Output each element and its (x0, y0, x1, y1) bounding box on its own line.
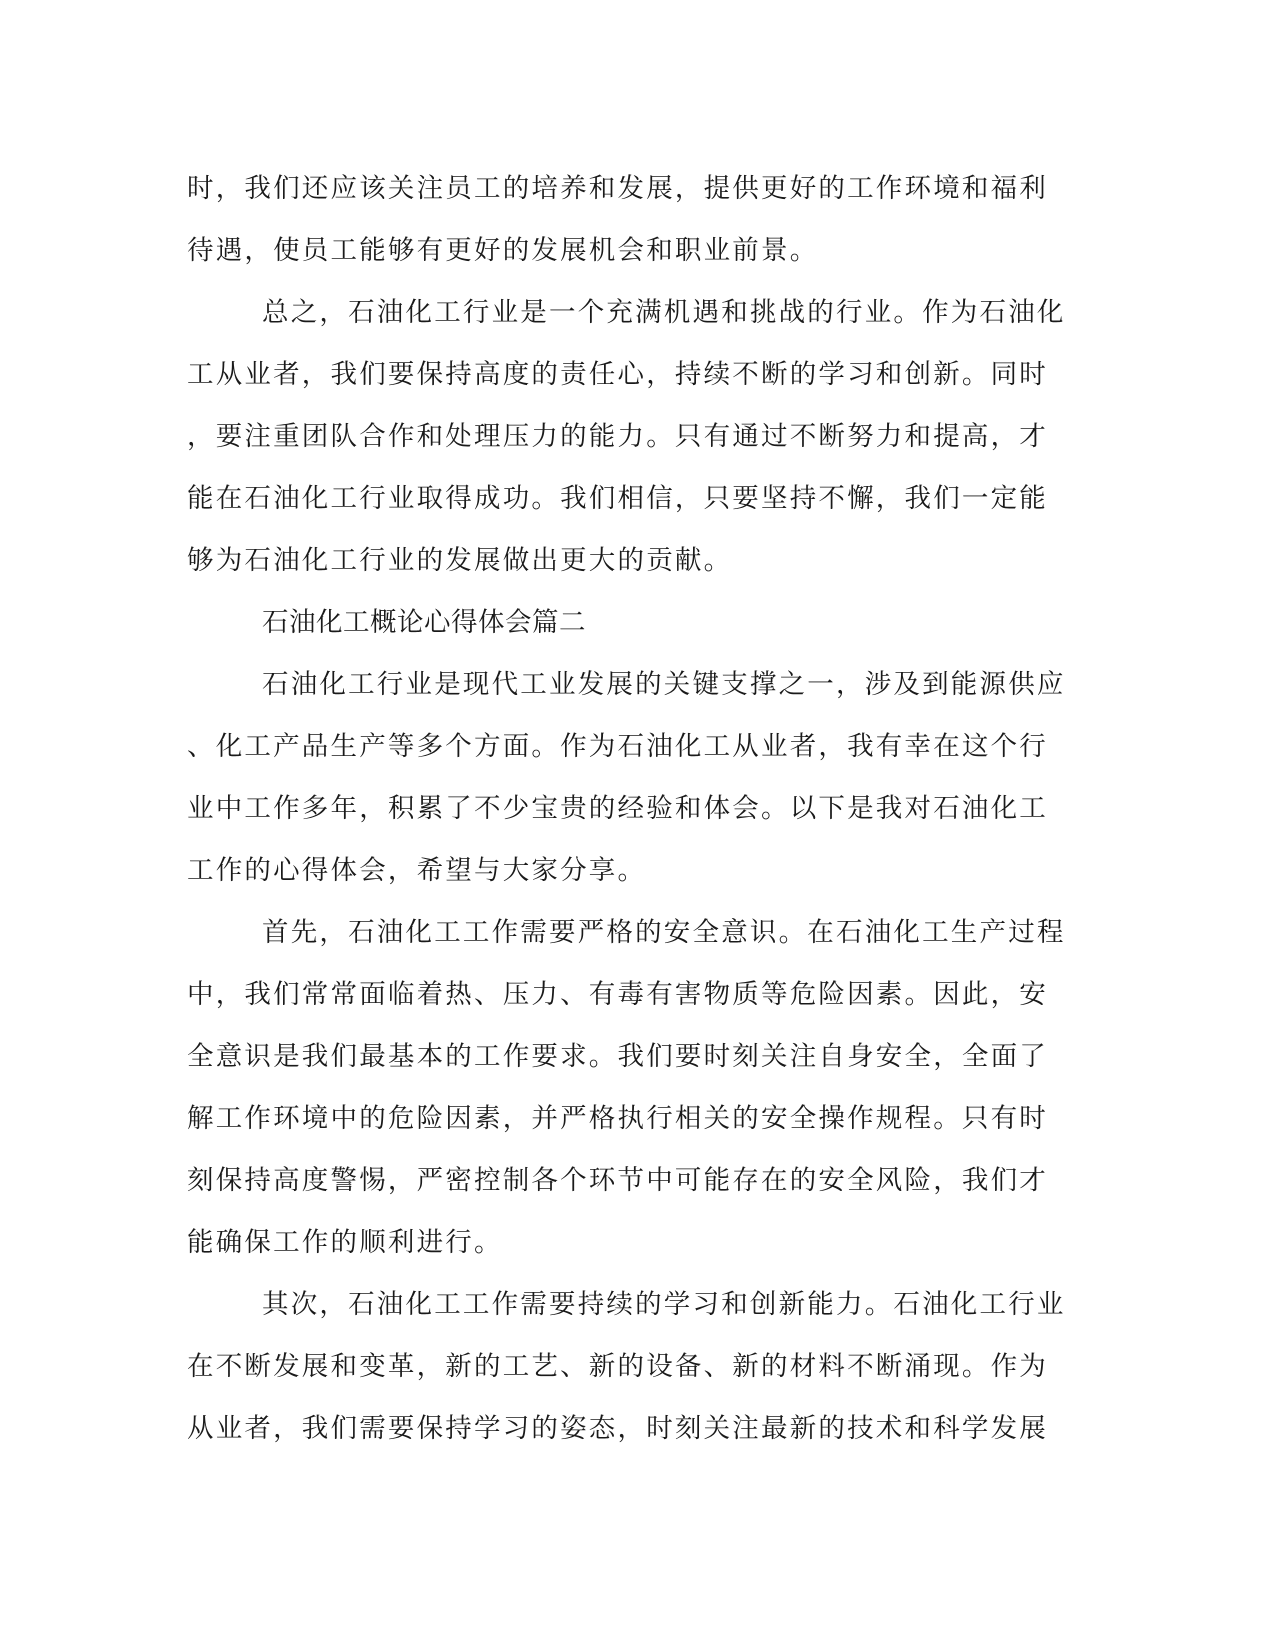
paragraph-line: ，要注重团队合作和处理压力的能力。只有通过不断努力和提高，才 (187, 421, 1048, 452)
paragraph-line: 待遇，使员工能够有更好的发展机会和职业前景。 (187, 235, 819, 266)
paragraph-line: 在不断发展和变革，新的工艺、新的设备、新的材料不断涌现。作为 (187, 1351, 1048, 1382)
paragraph-line: 从业者，我们需要保持学习的姿态，时刻关注最新的技术和科学发展 (187, 1413, 1048, 1444)
paragraph-line: 业中工作多年，积累了不少宝贵的经验和体会。以下是我对石油化工 (187, 793, 1048, 824)
paragraph-line: 工作的心得体会，希望与大家分享。 (187, 855, 647, 886)
paragraph-line: 能在石油化工行业取得成功。我们相信，只要坚持不懈，我们一定能 (187, 483, 1048, 514)
paragraph-line: 中，我们常常面临着热、压力、有毒有害物质等危险因素。因此，安 (187, 979, 1048, 1010)
paragraph-line: 其次，石油化工工作需要持续的学习和创新能力。石油化工行业 (262, 1289, 1066, 1320)
paragraph-line: 刻保持高度警惕，严密控制各个环节中可能存在的安全风险，我们才 (187, 1165, 1048, 1196)
paragraph-line: 总之，石油化工行业是一个充满机遇和挑战的行业。作为石油化 (262, 297, 1066, 328)
paragraph-line: 够为石油化工行业的发展做出更大的贡献。 (187, 545, 733, 576)
paragraph-line: 时，我们还应该关注员工的培养和发展，提供更好的工作环境和福利 (187, 173, 1048, 204)
paragraph-line: 首先，石油化工工作需要严格的安全意识。在石油化工生产过程 (262, 917, 1066, 948)
document-body (187, 158, 1087, 1460)
paragraph-line: 解工作环境中的危险因素，并严格执行相关的安全操作规程。只有时 (187, 1103, 1048, 1134)
section-heading: 石油化工概论心得体会篇二 (262, 607, 586, 638)
paragraph-line: 石油化工行业是现代工业发展的关键支撑之一，涉及到能源供应 (262, 669, 1066, 700)
paragraph-line: 工从业者，我们要保持高度的责任心，持续不断的学习和创新。同时 (187, 359, 1048, 390)
paragraph-line: 、化工产品生产等多个方面。作为石油化工从业者，我有幸在这个行 (187, 731, 1048, 762)
paragraph-line: 能确保工作的顺利进行。 (187, 1227, 503, 1258)
paragraph-line: 全意识是我们最基本的工作要求。我们要时刻关注自身安全，全面了 (187, 1041, 1048, 1072)
